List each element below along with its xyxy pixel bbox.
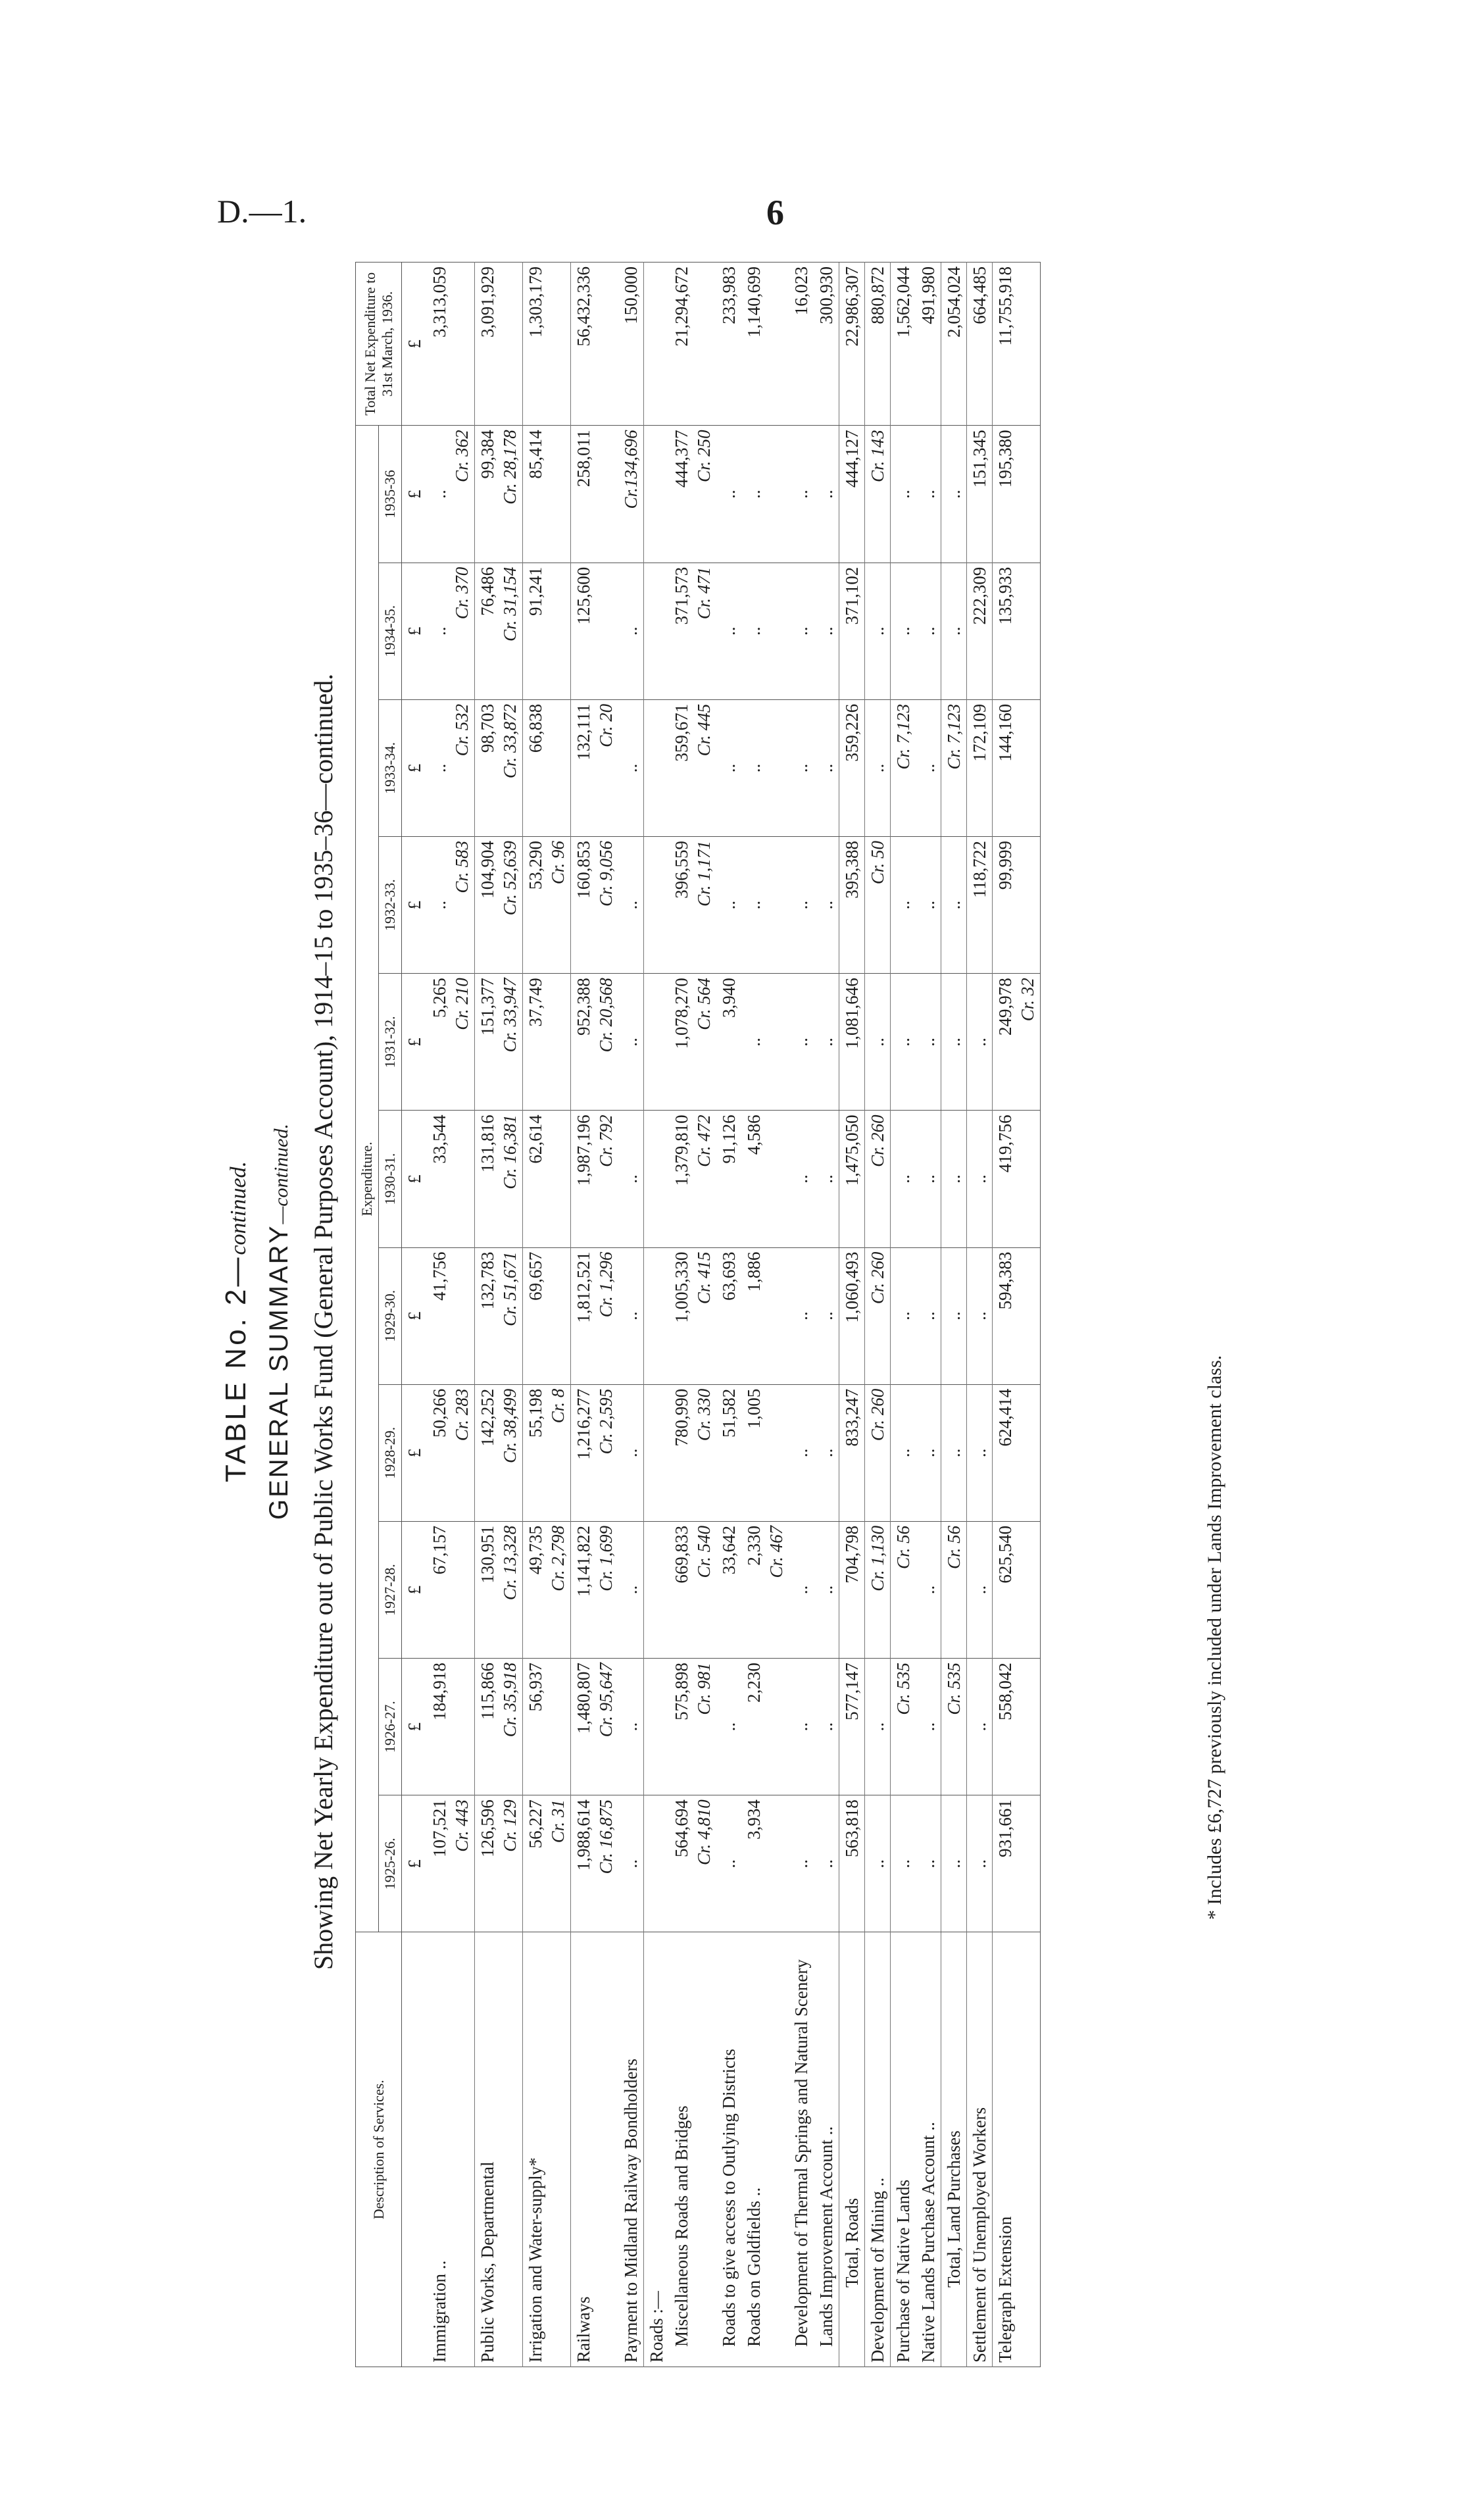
expenditure-cell: .. Cr. 532 <box>427 699 475 836</box>
header-description: Description of Services. <box>356 1932 402 2367</box>
table-caption: Showing Net Yearly Expenditure out of Public Works Fund (General Purposes Account), 1914–15 to 1935–36—continued. <box>309 673 338 1970</box>
currency-cell: £ <box>402 699 428 836</box>
expenditure-cell: 931,661 <box>993 1795 1041 1932</box>
header-total: Total Net Expenditure to 31st March, 1936. <box>356 263 402 426</box>
total-cell: 491,980 <box>916 263 941 426</box>
table-row <box>916 263 941 2367</box>
expenditure-cell: .. <box>741 974 789 1111</box>
header-year: 1929-30. <box>379 1247 402 1384</box>
expenditure-cell: .. <box>865 1795 891 1932</box>
currency-cell: £ <box>402 1384 428 1521</box>
expenditure-cell: 144,160 <box>993 699 1041 836</box>
expenditure-cell: 2,230 <box>741 1659 789 1795</box>
expenditure-cell: 51,582 <box>716 1384 741 1521</box>
expenditure-cell: 62,614 <box>523 1111 571 1247</box>
expenditure-cell: 564,694 Cr. 4,810 <box>669 1795 716 1932</box>
expenditure-cell: .. <box>941 1247 967 1384</box>
table-row <box>571 263 619 2367</box>
expenditure-cell: 56,937 <box>523 1659 571 1795</box>
expenditure-cell: 91,126 <box>716 1111 741 1247</box>
expenditure-cell: 98,703 Cr. 33,872 <box>475 699 523 836</box>
expenditure-cell: 833,247 <box>839 1384 865 1521</box>
expenditure-cell: .. <box>814 1111 839 1247</box>
expenditure-cell: Cr. 7,123 <box>891 699 916 836</box>
expenditure-cell: 5,265 Cr. 210 <box>427 974 475 1111</box>
expenditure-cell: .. <box>741 699 789 836</box>
expenditure-table <box>355 262 1041 2367</box>
currency-cell: £ <box>402 1795 428 1932</box>
expenditure-cell: 130,951 Cr. 13,328 <box>475 1521 523 1658</box>
expenditure-cell: Cr. 535 <box>941 1659 967 1795</box>
expenditure-cell: Cr. 260 <box>865 1384 891 1521</box>
summary-title: GENERAL SUMMARY—continued. <box>264 1124 293 1520</box>
expenditure-cell: .. <box>789 1111 814 1247</box>
expenditure-cell: .. <box>967 974 993 1111</box>
expenditure-cell: 66,838 <box>523 699 571 836</box>
currency-cell: £ <box>402 563 428 699</box>
total-cell: 880,872 <box>865 263 891 426</box>
expenditure-cell: .. <box>814 1384 839 1521</box>
expenditure-cell: 444,127 <box>839 426 865 563</box>
expenditure-cell: .. <box>814 1659 839 1795</box>
expenditure-cell: .. <box>941 837 967 974</box>
expenditure-cell: 135,933 <box>993 563 1041 699</box>
expenditure-cell: .. <box>814 1247 839 1384</box>
service-description: Irrigation and Water-supply* <box>523 1932 571 2367</box>
table-row <box>669 263 716 2367</box>
expenditure-cell: .. <box>814 699 839 836</box>
expenditure-cell: 1,812,521 Cr. 1,296 <box>571 1247 619 1384</box>
table-row <box>789 263 814 2367</box>
expenditure-cell: Cr.134,696 <box>618 426 644 563</box>
expenditure-cell <box>644 837 670 974</box>
expenditure-cell: .. <box>814 837 839 974</box>
expenditure-cell: Cr. 1,130 <box>865 1521 891 1658</box>
expenditure-cell: 125,600 <box>571 563 619 699</box>
service-description: Payment to Midland Railway Bondholders <box>618 1932 644 2367</box>
expenditure-cell: 780,990 Cr. 330 <box>669 1384 716 1521</box>
expenditure-cell: 669,833 Cr. 540 <box>669 1521 716 1658</box>
expenditure-cell: .. <box>741 426 789 563</box>
expenditure-cell: 395,388 <box>839 837 865 974</box>
expenditure-cell: .. <box>618 1247 644 1384</box>
expenditure-cell: 132,783 Cr. 51,671 <box>475 1247 523 1384</box>
expenditure-cell: Cr. 143 <box>865 426 891 563</box>
expenditure-cell: 37,749 <box>523 974 571 1111</box>
expenditure-cell: 396,559 Cr. 1,171 <box>669 837 716 974</box>
currency-cell: £ <box>402 837 428 974</box>
expenditure-cell: 3,940 <box>716 974 741 1111</box>
expenditure-cell: 1,480,807 Cr. 95,647 <box>571 1659 619 1795</box>
expenditure-cell: .. <box>789 1384 814 1521</box>
expenditure-cell: 99,384 Cr. 28,178 <box>475 426 523 563</box>
total-cell: 11,755,918 <box>993 263 1041 426</box>
expenditure-cell: .. <box>916 1521 941 1658</box>
page-number: 6 <box>766 193 784 232</box>
expenditure-cell: Cr. 535 <box>891 1659 916 1795</box>
expenditure-cell: .. <box>789 974 814 1111</box>
expenditure-cell: 3,934 <box>741 1795 789 1932</box>
expenditure-cell: .. <box>618 1659 644 1795</box>
expenditure-cell: .. <box>789 1659 814 1795</box>
expenditure-cell: 704,798 <box>839 1521 865 1658</box>
expenditure-cell: 184,918 <box>427 1659 475 1795</box>
expenditure-cell: .. <box>891 837 916 974</box>
expenditure-cell: .. <box>814 1521 839 1658</box>
expenditure-cell: 359,671 Cr. 445 <box>669 699 716 836</box>
table-number: TABLE No. 2—continued. <box>220 1161 252 1483</box>
currency-cell: £ <box>402 1521 428 1658</box>
total-cell <box>644 263 670 426</box>
service-description: Settlement of Unemployed Workers <box>967 1932 993 2367</box>
expenditure-cell: .. <box>916 563 941 699</box>
expenditure-cell: .. Cr. 362 <box>427 426 475 563</box>
rotated-table-page <box>204 263 1312 2380</box>
expenditure-cell: .. <box>716 699 741 836</box>
currency-cell: £ <box>402 1111 428 1247</box>
header-year: 1930-31. <box>379 1111 402 1247</box>
expenditure-cell: 2,330 Cr. 467 <box>741 1521 789 1658</box>
expenditure-cell: .. <box>814 1795 839 1932</box>
expenditure-cell: 53,290 Cr. 96 <box>523 837 571 974</box>
expenditure-cell: 359,226 <box>839 699 865 836</box>
expenditure-cell <box>644 1521 670 1658</box>
expenditure-cell <box>644 1247 670 1384</box>
expenditure-cell: 104,904 Cr. 52,639 <box>475 837 523 974</box>
table-row <box>427 263 475 2367</box>
expenditure-cell: 195,380 <box>993 426 1041 563</box>
expenditure-cell: .. <box>967 1795 993 1932</box>
service-description: Roads on Goldfields .. <box>741 1932 789 2367</box>
expenditure-cell: 160,853 Cr. 9,056 <box>571 837 619 974</box>
expenditure-cell: 67,157 <box>427 1521 475 1658</box>
header-year: 1926-27. <box>379 1659 402 1795</box>
table-row <box>644 263 670 2367</box>
expenditure-cell: .. Cr. 583 <box>427 837 475 974</box>
expenditure-cell: 577,147 <box>839 1659 865 1795</box>
expenditure-cell <box>644 426 670 563</box>
expenditure-cell: 63,693 <box>716 1247 741 1384</box>
expenditure-cell: .. <box>618 974 644 1111</box>
expenditure-cell: .. <box>891 1795 916 1932</box>
expenditure-cell: 444,377 Cr. 250 <box>669 426 716 563</box>
expenditure-cell: .. <box>618 1795 644 1932</box>
expenditure-cell <box>644 1795 670 1932</box>
expenditure-cell: Cr. 56 <box>891 1521 916 1658</box>
header-year: 1933-34. <box>379 699 402 836</box>
header-year: 1931-32. <box>379 974 402 1111</box>
expenditure-cell: Cr. 7,123 <box>941 699 967 836</box>
expenditure-cell: 594,383 <box>993 1247 1041 1384</box>
table-row <box>618 263 644 2367</box>
service-description: Purchase of Native Lands <box>891 1932 916 2367</box>
service-description: Total, Land Purchases <box>941 1932 967 2367</box>
expenditure-cell: .. <box>789 837 814 974</box>
expenditure-cell <box>644 974 670 1111</box>
expenditure-cell: 1,475,050 <box>839 1111 865 1247</box>
expenditure-cell: 371,102 <box>839 563 865 699</box>
expenditure-cell: .. <box>618 1521 644 1658</box>
expenditure-cell: 69,657 <box>523 1247 571 1384</box>
expenditure-cell: 1,216,277 Cr. 2,595 <box>571 1384 619 1521</box>
expenditure-cell: .. <box>941 426 967 563</box>
expenditure-cell: 151,377 Cr. 33,947 <box>475 974 523 1111</box>
service-description: Development of Mining .. <box>865 1932 891 2367</box>
expenditure-cell: .. <box>967 1247 993 1384</box>
expenditure-cell: .. <box>716 426 741 563</box>
expenditure-cell: 99,999 <box>993 837 1041 974</box>
currency-cell: £ <box>402 263 428 426</box>
expenditure-cell: 258,011 <box>571 426 619 563</box>
expenditure-cell: .. <box>967 1384 993 1521</box>
expenditure-cell: .. <box>891 1111 916 1247</box>
expenditure-cell: .. <box>865 563 891 699</box>
expenditure-cell: 142,252 Cr. 38,499 <box>475 1384 523 1521</box>
total-cell: 233,983 <box>716 263 741 426</box>
table-row <box>839 263 865 2367</box>
expenditure-cell: 33,544 <box>427 1111 475 1247</box>
total-cell: 664,485 <box>967 263 993 426</box>
expenditure-cell: .. <box>916 1659 941 1795</box>
expenditure-cell: .. <box>891 974 916 1111</box>
currency-cell: £ <box>402 1247 428 1384</box>
currency-cell: £ <box>402 974 428 1111</box>
expenditure-cell: .. <box>814 426 839 563</box>
total-cell: 2,054,024 <box>941 263 967 426</box>
expenditure-cell: .. <box>789 563 814 699</box>
total-cell: 1,562,044 <box>891 263 916 426</box>
header-year: 1925-26. <box>379 1795 402 1932</box>
currency-cell: £ <box>402 1659 428 1795</box>
expenditure-cell: 624,414 <box>993 1384 1041 1521</box>
service-description: Roads :— <box>644 1932 670 2367</box>
footnote: * Includes £6,727 previously included under Lands Improvement class. <box>1204 1355 1225 1920</box>
expenditure-cell: 1,078,270 Cr. 564 <box>669 974 716 1111</box>
expenditure-cell: .. <box>716 1659 741 1795</box>
expenditure-cell: .. <box>865 699 891 836</box>
service-description: Miscellaneous Roads and Bridges <box>669 1932 716 2367</box>
expenditure-cell: 1,060,493 <box>839 1247 865 1384</box>
expenditure-cell: 55,198 Cr. 8 <box>523 1384 571 1521</box>
total-cell: 3,091,929 <box>475 263 523 426</box>
expenditure-cell: Cr. 50 <box>865 837 891 974</box>
expenditure-cell: 1,141,822 Cr. 1,699 <box>571 1521 619 1658</box>
expenditure-cell: .. <box>618 699 644 836</box>
table-row <box>891 263 916 2367</box>
expenditure-cell: .. <box>891 426 916 563</box>
total-cell: 150,000 <box>618 263 644 426</box>
expenditure-cell <box>644 563 670 699</box>
service-description: Total, Roads <box>839 1932 865 2367</box>
expenditure-cell: 107,521 Cr. 443 <box>427 1795 475 1932</box>
total-cell: 300,930 <box>814 263 839 426</box>
total-cell: 56,432,336 <box>571 263 619 426</box>
expenditure-cell: .. <box>865 974 891 1111</box>
expenditure-cell: 118,722 <box>967 837 993 974</box>
table-row <box>993 263 1041 2367</box>
table-row <box>814 263 839 2367</box>
expenditure-cell: .. <box>941 1384 967 1521</box>
expenditure-cell <box>644 1111 670 1247</box>
expenditure-cell: .. <box>916 974 941 1111</box>
expenditure-cell: .. <box>618 1111 644 1247</box>
expenditure-cell: .. <box>941 974 967 1111</box>
expenditure-cell: 126,596 Cr. 129 <box>475 1795 523 1932</box>
table-row <box>941 263 967 2367</box>
expenditure-cell: 625,540 <box>993 1521 1041 1658</box>
page-reference: D.—1. <box>217 193 307 230</box>
expenditure-cell: .. Cr. 370 <box>427 563 475 699</box>
expenditure-cell: 91,241 <box>523 563 571 699</box>
expenditure-cell: 249,978 Cr. 32 <box>993 974 1041 1111</box>
expenditure-cell: .. <box>865 1659 891 1795</box>
header-year: 1934-35. <box>379 563 402 699</box>
expenditure-cell: 1,988,614 Cr. 16,875 <box>571 1795 619 1932</box>
expenditure-cell: 222,309 <box>967 563 993 699</box>
total-cell: 16,023 <box>789 263 814 426</box>
table-row <box>865 263 891 2367</box>
expenditure-cell: .. <box>967 1659 993 1795</box>
expenditure-cell: 1,379,810 Cr. 472 <box>669 1111 716 1247</box>
table-row <box>523 263 571 2367</box>
service-description: Telegraph Extension <box>993 1932 1041 2367</box>
total-cell: 21,294,672 <box>669 263 716 426</box>
expenditure-cell: .. <box>716 563 741 699</box>
expenditure-cell: 952,388 Cr. 20,568 <box>571 974 619 1111</box>
expenditure-cell: .. <box>789 426 814 563</box>
expenditure-cell: .. <box>618 563 644 699</box>
expenditure-cell: .. <box>916 426 941 563</box>
expenditure-cell: .. <box>916 1795 941 1932</box>
expenditure-cell: 1,987,196 Cr. 792 <box>571 1111 619 1247</box>
expenditure-cell: 419,756 <box>993 1111 1041 1247</box>
expenditure-cell: .. <box>789 1795 814 1932</box>
expenditure-cell: 41,756 <box>427 1247 475 1384</box>
table-row <box>475 263 523 2367</box>
expenditure-cell: 575,898 Cr. 981 <box>669 1659 716 1795</box>
expenditure-cell: .. <box>618 837 644 974</box>
total-cell: 1,140,699 <box>741 263 789 426</box>
table-row <box>741 263 789 2367</box>
currency-row <box>402 263 428 2367</box>
expenditure-cell <box>644 1659 670 1795</box>
expenditure-cell: .. <box>916 1111 941 1247</box>
expenditure-cell: .. <box>618 1384 644 1521</box>
expenditure-cell: .. <box>916 1247 941 1384</box>
expenditure-cell: .. <box>814 974 839 1111</box>
service-description: Roads to give access to Outlying Districts <box>716 1932 741 2367</box>
header-expenditure: Expenditure. <box>356 426 379 1932</box>
expenditure-cell: .. <box>916 1384 941 1521</box>
expenditure-cell: .. <box>716 837 741 974</box>
currency-desc-cell <box>402 1932 428 2367</box>
expenditure-cell: 131,816 Cr. 16,381 <box>475 1111 523 1247</box>
expenditure-cell: 132,111 Cr. 20 <box>571 699 619 836</box>
expenditure-cell: Cr. 260 <box>865 1111 891 1247</box>
service-description: Native Lands Purchase Account .. <box>916 1932 941 2367</box>
header-year: 1932-33. <box>379 837 402 974</box>
expenditure-cell: 115,866 Cr. 35,918 <box>475 1659 523 1795</box>
expenditure-cell: .. <box>916 837 941 974</box>
total-cell: 1,303,179 <box>523 263 571 426</box>
expenditure-cell: 563,818 <box>839 1795 865 1932</box>
expenditure-cell: .. <box>941 563 967 699</box>
expenditure-cell <box>644 699 670 836</box>
header-year: 1928-29. <box>379 1384 402 1521</box>
service-description: Development of Thermal Springs and Natural Scenery <box>789 1932 814 2367</box>
expenditure-cell: .. <box>891 1247 916 1384</box>
expenditure-cell: 1,886 <box>741 1247 789 1384</box>
expenditure-cell: .. <box>789 1247 814 1384</box>
expenditure-cell: 50,266 Cr. 283 <box>427 1384 475 1521</box>
expenditure-cell: .. <box>941 1795 967 1932</box>
expenditure-cell: .. <box>789 699 814 836</box>
header-year: 1927-28. <box>379 1521 402 1658</box>
expenditure-cell: Cr. 56 <box>941 1521 967 1658</box>
expenditure-cell: .. <box>741 837 789 974</box>
currency-cell: £ <box>402 426 428 563</box>
expenditure-cell: 172,109 <box>967 699 993 836</box>
expenditure-cell: .. <box>716 1795 741 1932</box>
expenditure-cell: 4,586 <box>741 1111 789 1247</box>
expenditure-cell: 558,042 <box>993 1659 1041 1795</box>
expenditure-cell: 371,573 Cr. 471 <box>669 563 716 699</box>
service-description: Lands Improvement Account .. <box>814 1932 839 2367</box>
expenditure-cell: 33,642 <box>716 1521 741 1658</box>
total-cell: 3,313,059 <box>427 263 475 426</box>
expenditure-cell: .. <box>814 563 839 699</box>
total-cell: 22,986,307 <box>839 263 865 426</box>
expenditure-cell: .. <box>891 1384 916 1521</box>
expenditure-cell: 49,735 Cr. 2,798 <box>523 1521 571 1658</box>
expenditure-cell: .. <box>789 1521 814 1658</box>
header-year: 1935-36 <box>379 426 402 563</box>
expenditure-cell: 1,005,330 Cr. 415 <box>669 1247 716 1384</box>
service-description: Railways <box>571 1932 619 2367</box>
expenditure-cell: .. <box>891 563 916 699</box>
expenditure-cell: 151,345 <box>967 426 993 563</box>
table-row <box>716 263 741 2367</box>
expenditure-cell: .. <box>741 563 789 699</box>
expenditure-cell: 56,227 Cr. 31 <box>523 1795 571 1932</box>
expenditure-cell: 85,414 <box>523 426 571 563</box>
expenditure-cell: .. <box>916 699 941 836</box>
table-row <box>967 263 993 2367</box>
expenditure-cell: Cr. 260 <box>865 1247 891 1384</box>
expenditure-cell: .. <box>967 1521 993 1658</box>
expenditure-cell: 76,486 Cr. 31,154 <box>475 563 523 699</box>
service-description: Public Works, Departmental <box>475 1932 523 2367</box>
expenditure-cell: .. <box>941 1111 967 1247</box>
expenditure-cell: .. <box>967 1111 993 1247</box>
expenditure-cell <box>644 1384 670 1521</box>
expenditure-cell: 1,005 <box>741 1384 789 1521</box>
service-description: Immigration .. <box>427 1932 475 2367</box>
expenditure-cell: 1,081,646 <box>839 974 865 1111</box>
